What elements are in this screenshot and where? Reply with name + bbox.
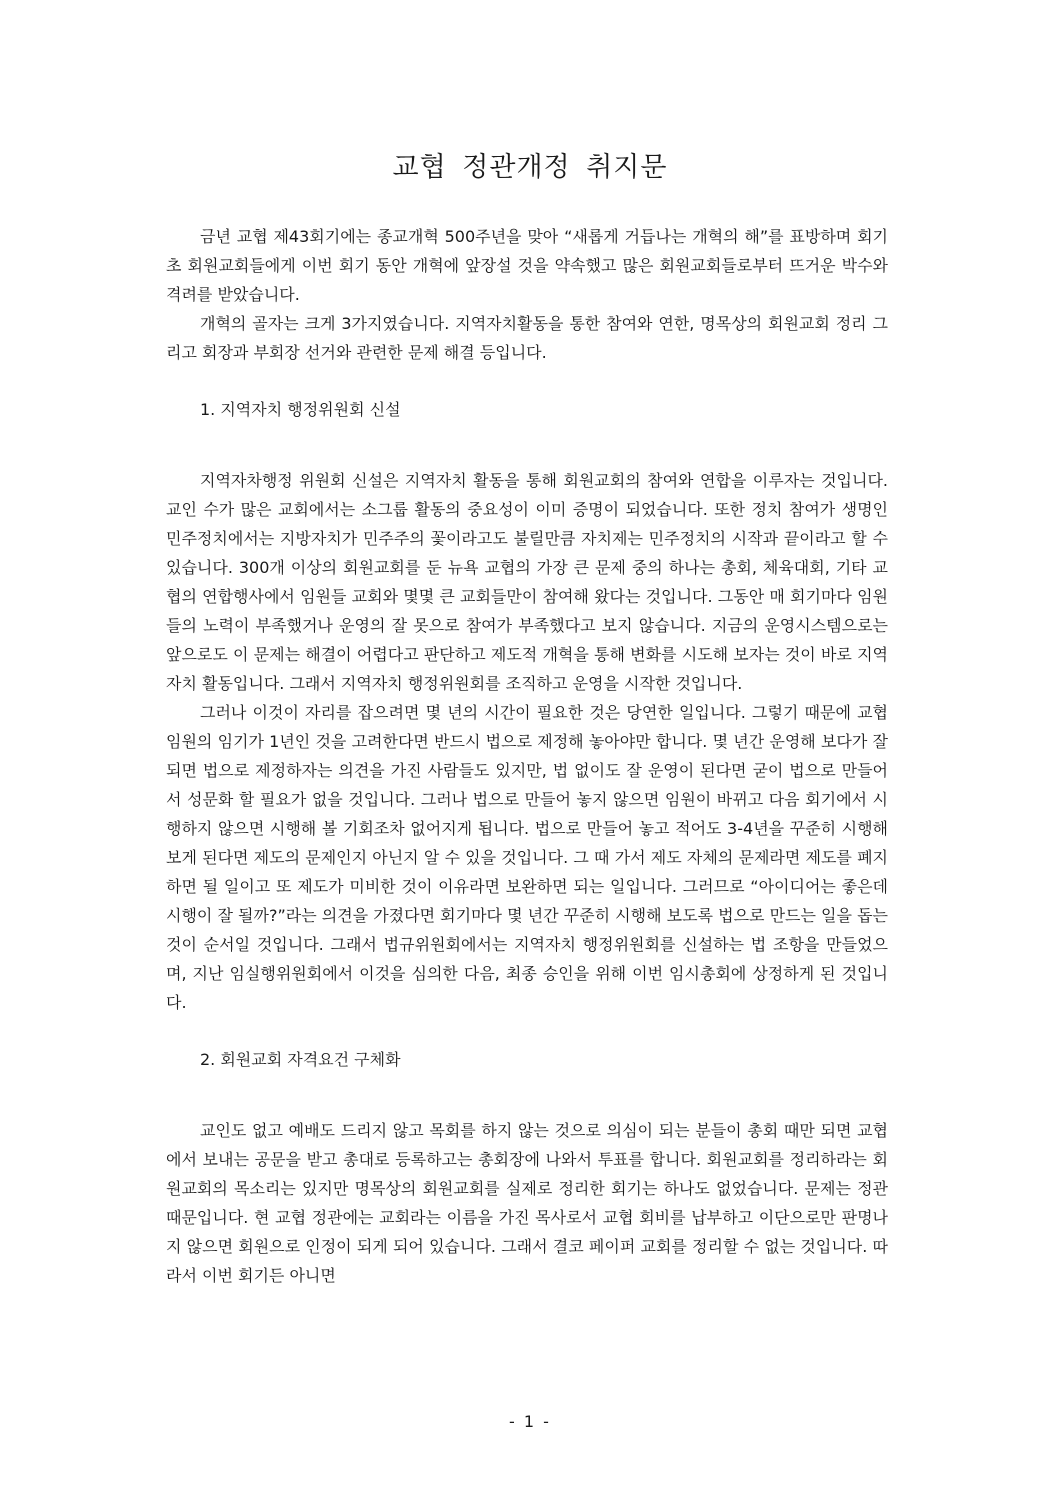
section-1-paragraph-1: 지역자차행정 위원회 신설은 지역자치 활동을 통해 회원교회의 참여와 연합을 이루자는 것입니다. 교인 수가 많은 교회에서는 소그룹 활동의 중요성이 이미 증명이 되었습니다. 또한 정치 참여가 생명인 민주정치에서는 지방자치가 민주주의 꽃이라고도 불릴만큼 자치제는 민주정치의 시작과 끝이라고 할 수 있습니다. 300개 이상의 회원교회를 둔 뉴욕 교협의 가장 큰 문제 중의 하나는 총회, 체육대회, 기타 교협의 연합행사에서 임원들 교회와 몇몇 큰 교회들만이 참여해 왔다는 것입니다. 그동안 매 회기마다 임원들의 노력이 부족했거나 운영의 잘 못으로 참여가 부족했다고 보지 않습니다. 지금의 운영시스템으로는 앞으로도 이 문제는 해결이 어렵다고 판단하고 제도적 개혁을 통해 변화를 시도해 보자는 것이 바로 지역자치 활동입니다. 그래서 지역자치 행정위원회를 조직하고 운영을 시작한 것입니다. xyxy=(166,471,888,693)
document-body xyxy=(166,222,888,1290)
section-heading-1: 1. 지역자치 행정위원회 신설 xyxy=(200,400,401,419)
section-heading-2: 2. 회원교회 자격요건 구체화 xyxy=(200,1050,401,1069)
document-title: 교협 정관개정 취지문 xyxy=(392,152,668,183)
intro-paragraph-2: 개혁의 골자는 크게 3가지였습니다. 지역자치활동을 통한 참여와 연한, 명목상의 회원교회 정리 그리고 회장과 부회장 선거와 관련한 문제 해결 등입니다. xyxy=(166,314,888,362)
section-2-paragraph-1: 교인도 없고 예배도 드리지 않고 목회를 하지 않는 것으로 의심이 되는 분들이 총회 때만 되면 교협에서 보내는 공문을 받고 총대로 등록하고는 총회장에 나와서 투표를 합니다. 회원교회를 정리하라는 회원교회의 목소리는 있지만 명목상의 회원교회를 실제로 정리한 회기는 하나도 없었습니다. 문제는 정관 때문입니다. 현 교협 정관에는 교회라는 이름을 가진 목사로서 교협 회비를 납부하고 이단으로만 판명나지 않으면 회원으로 인정이 되게 되어 있습니다. 그래서 결코 페이퍼 교회를 정리할 수 없는 것입니다. 따라서 이번 회기든 아니면 xyxy=(166,1121,888,1285)
page-number: - 1 - xyxy=(509,1412,551,1431)
section-1-paragraph-2: 그러나 이것이 자리를 잡으려면 몇 년의 시간이 필요한 것은 당연한 일입니다. 그렇기 때문에 교협 임원의 임기가 1년인 것을 고려한다면 반드시 법으로 제정해 놓아야만 합니다. 몇 년간 운영해 보다가 잘 되면 법으로 제정하자는 의견을 가진 사람들도 있지만, 법 없이도 잘 운영이 된다면 굳이 법으로 만들어서 성문화 할 필요가 없을 것입니다. 그러나 법으로 만들어 놓지 않으면 임원이 바뀌고 다음 회기에서 시행하지 않으면 시행해 볼 기회조차 없어지게 됩니다. 법으로 만들어 놓고 적어도 3-4년을 꾸준히 시행해 보게 된다면 제도의 문제인지 아닌지 알 수 있을 것입니다. 그 때 가서 제도 자체의 문제라면 제도를 폐지하면 될 일이고 또 제도가 미비한 것이 이유라면 보완하면 되는 일입니다. 그러므로 “아이디어는 좋은데 시행이 잘 될까?”라는 의견을 가졌다면 회기마다 몇 년간 꾸준히 시행해 보도록 법으로 만드는 일을 돕는 것이 순서일 것입니다. 그래서 법규위원회에서는 지역자치 행정위원회를 신설하는 법 조항을 만들었으며, 지난 임실행위원회에서 이것을 심의한 다음, 최종 승인을 위해 이번 임시총회에 상정하게 된 것입니다. xyxy=(166,703,888,1012)
intro-paragraph-1: 금년 교협 제43회기에는 종교개혁 500주년을 맞아 “새롭게 거듭나는 개혁의 해”를 표방하며 회기 초 회원교회들에게 이번 회기 동안 개혁에 앞장설 것을 약속했고 많은 회원교회들로부터 뜨거운 박수와 격려를 받았습니다. xyxy=(166,227,888,304)
